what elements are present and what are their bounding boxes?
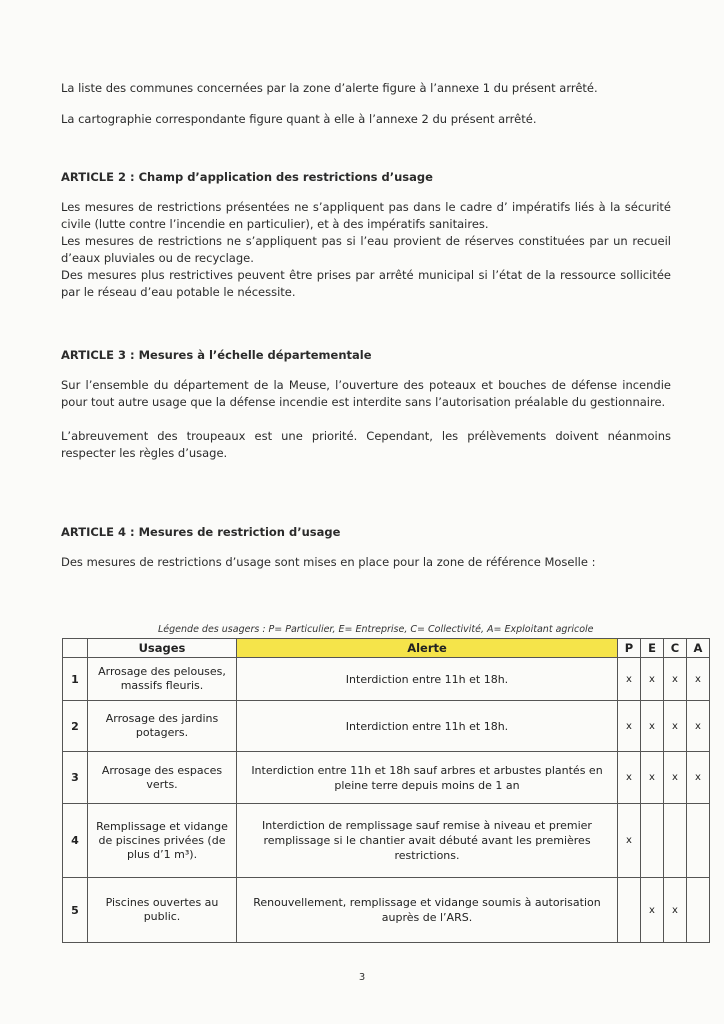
- row-alerte: Interdiction entre 11h et 18h.: [237, 701, 618, 752]
- row-usage: Arrosage des pelouses, massifs fleuris.: [88, 658, 237, 701]
- article-3-paragraph-2: L’abreuvement des troupeaux est une priorité. Cependant, les prélèvements doivent néanmoins respecter les règles d’usage.: [61, 429, 671, 460]
- row-mark-c: x: [664, 878, 687, 943]
- row-usage: Piscines ouvertes au public.: [88, 878, 237, 943]
- row-number: 1: [63, 658, 88, 701]
- row-usage: Arrosage des jardins potagers.: [88, 701, 237, 752]
- article-2-title: ARTICLE 2 : Champ d’application des restrictions d’usage: [61, 170, 433, 184]
- row-mark-a: x: [687, 658, 710, 701]
- restrictions-table: [62, 638, 710, 943]
- row-mark-a: x: [687, 701, 710, 752]
- header-c: C: [664, 639, 687, 658]
- row-mark-c: x: [664, 658, 687, 701]
- row-mark-e: x: [641, 752, 664, 804]
- row-mark-p: x: [618, 752, 641, 804]
- article-3-title: ARTICLE 3 : Mesures à l’échelle départementale: [61, 348, 372, 362]
- row-mark-e: x: [641, 878, 664, 943]
- table-row: [63, 701, 710, 752]
- row-mark-c: [664, 804, 687, 878]
- header-e: E: [641, 639, 664, 658]
- row-number: 5: [63, 878, 88, 943]
- row-mark-e: x: [641, 701, 664, 752]
- row-alerte: Interdiction entre 11h et 18h.: [237, 658, 618, 701]
- table-row: [63, 752, 710, 804]
- header-usages: Usages: [88, 639, 237, 658]
- table-legend: Légende des usagers : P= Particulier, E= Entreprise, C= Collectivité, A= Exploitant agricole: [158, 624, 594, 635]
- row-number: 3: [63, 752, 88, 804]
- row-alerte: Interdiction de remplissage sauf remise à niveau et premier remplissage si le chantier avait débuté avant les premières restrictions.: [237, 804, 618, 878]
- row-mark-p: x: [618, 701, 641, 752]
- row-number: 2: [63, 701, 88, 752]
- article-2-paragraph-3: Des mesures plus restrictives peuvent être prises par arrêté municipal si l’état de la ressource sollicitée par le réseau d’eau potable le nécessite.: [61, 268, 671, 299]
- article-4-title: ARTICLE 4 : Mesures de restriction d’usage: [61, 525, 341, 539]
- article-2-paragraph-2: Les mesures de restrictions ne s’appliquent pas si l’eau provient de réserves constituées par un recueil d’eaux pluviales ou de recyclage.: [61, 234, 671, 265]
- table-row: [63, 878, 710, 943]
- article-3-paragraph-1: Sur l’ensemble du département de la Meuse, l’ouverture des poteaux et bouches de défense incendie pour tout autre usage que la défense incendie est interdite sans l’autorisation préalable du gestionnaire.: [61, 378, 671, 409]
- article-2-body: [61, 199, 671, 301]
- table-row: [63, 804, 710, 878]
- intro-annex2-text: La cartographie correspondante figure quant à elle à l’annexe 2 du présent arrêté.: [61, 112, 537, 126]
- row-usage: Remplissage et vidange de piscines privées (de plus d’1 m³).: [88, 804, 237, 878]
- row-mark-p: [618, 878, 641, 943]
- intro-annex1-text: La liste des communes concernées par la zone d’alerte figure à l’annexe 1 du présent arrêté.: [61, 81, 598, 95]
- page-number: 3: [358, 972, 366, 983]
- header-number: [63, 639, 88, 658]
- row-alerte: Renouvellement, remplissage et vidange soumis à autorisation auprès de l’ARS.: [237, 878, 618, 943]
- table-row: [63, 658, 710, 701]
- row-mark-p: x: [618, 804, 641, 878]
- row-number: 4: [63, 804, 88, 878]
- row-alerte: Interdiction entre 11h et 18h sauf arbres et arbustes plantés en pleine terre depuis moins de 1 an: [237, 752, 618, 804]
- row-mark-a: x: [687, 752, 710, 804]
- row-mark-c: x: [664, 701, 687, 752]
- row-mark-a: [687, 804, 710, 878]
- header-a: A: [687, 639, 710, 658]
- row-mark-p: x: [618, 658, 641, 701]
- article-4-paragraph-1: Des mesures de restrictions d’usage sont mises en place pour la zone de référence Moselle :: [61, 555, 596, 569]
- article-2-paragraph-1: Les mesures de restrictions présentées ne s’appliquent pas dans le cadre d’ impératifs liés à la sécurité civile (lutte contre l’incendie en particulier), et à des impératifs sanitaires.: [61, 200, 671, 231]
- header-p: P: [618, 639, 641, 658]
- table-header-row: [63, 639, 710, 658]
- row-mark-e: [641, 804, 664, 878]
- header-alerte: Alerte: [237, 639, 618, 658]
- row-mark-e: x: [641, 658, 664, 701]
- row-mark-a: [687, 878, 710, 943]
- row-usage: Arrosage des espaces verts.: [88, 752, 237, 804]
- row-mark-c: x: [664, 752, 687, 804]
